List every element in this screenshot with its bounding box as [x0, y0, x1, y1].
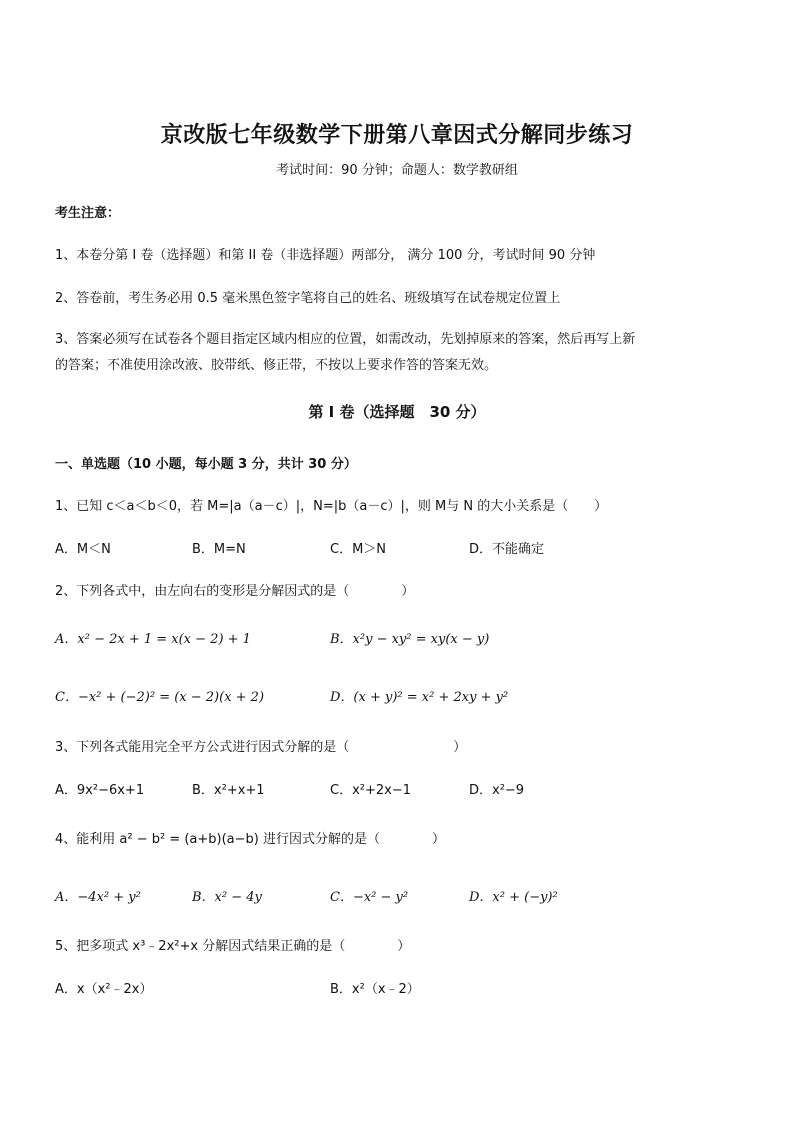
question-stem: 5、把多项式 x³﹣2x²+x 分解因式结果正确的是（ ） [55, 939, 411, 954]
option-a: A．x（x²﹣2x） [55, 982, 153, 997]
page-title: 京改版七年级数学下册第八章因式分解同步练习 [160, 122, 634, 148]
question-stem: 1、已知 c＜a＜b＜0，若 M=|a（a－c）|，N=|b（a－c）|，则 M与 N 的大小关系是（ ） [55, 499, 608, 514]
option-b: B．x²+x+1 [192, 783, 265, 798]
option-c: C．x²+2x−1 [330, 783, 412, 798]
section-heading: 第 I 卷（选择题 30 分） [308, 403, 486, 421]
option-c: C．−x² − y² [330, 890, 409, 905]
option-a: A．x² − 2x + 1 = x(x − 2) + 1 [55, 632, 251, 647]
question-stem: 4、能利用 a² − b² = (a+b)(a−b) 进行因式分解的是（ ） [55, 832, 446, 847]
option-b: B．M=N [192, 542, 246, 557]
exam-info: 考试时间：90 分钟；命题人：数学教研组 [276, 163, 518, 178]
option-c: C．M＞N [330, 542, 387, 557]
option-a: A．9x²−6x+1 [55, 783, 145, 798]
notice-item: 3、答案必须写在试卷各个题目指定区域内相应的位置，如需改动，先划掉原来的答案，然后再写上新 [55, 332, 636, 347]
part-heading: 一、单选题（10 小题，每小题 3 分，共计 30 分） [55, 457, 357, 472]
notice-heading: 考生注意： [55, 206, 121, 221]
option-a: A．−4x² + y² [55, 890, 141, 905]
option-d: D．不能确定 [469, 542, 545, 557]
option-a: A．M＜N [55, 542, 111, 557]
option-b: B．x² − 4y [192, 890, 262, 905]
question-stem: 3、下列各式能用完全平方公式进行因式分解的是（ ） [55, 740, 467, 755]
notice-item: 的答案；不准使用涂改液、胶带纸、修正带，不按以上要求作答的答案无效。 [55, 358, 498, 373]
option-d: D．x²−9 [469, 783, 525, 798]
notice-item: 1、本卷分第 I 卷（选择题）和第 II 卷（非选择题）两部分， 满分 100 分，考试时间 90 分钟 [55, 248, 596, 263]
option-d: D．(x + y)² = x² + 2xy + y² [330, 690, 509, 705]
option-d: D．x² + (−y)² [469, 890, 558, 905]
notice-item: 2、答卷前，考生务必用 0.5 毫米黑色签字笔将自己的姓名、班级填写在试卷规定位置上 [55, 291, 561, 306]
option-b: B．x²（x﹣2） [330, 982, 420, 997]
option-b: B．x²y − xy² = xy(x − y) [330, 632, 490, 647]
option-c: C．−x² + (−2)² = (x − 2)(x + 2) [55, 690, 265, 705]
question-stem: 2、下列各式中，由左向右的变形是分解因式的是（ ） [55, 584, 415, 599]
